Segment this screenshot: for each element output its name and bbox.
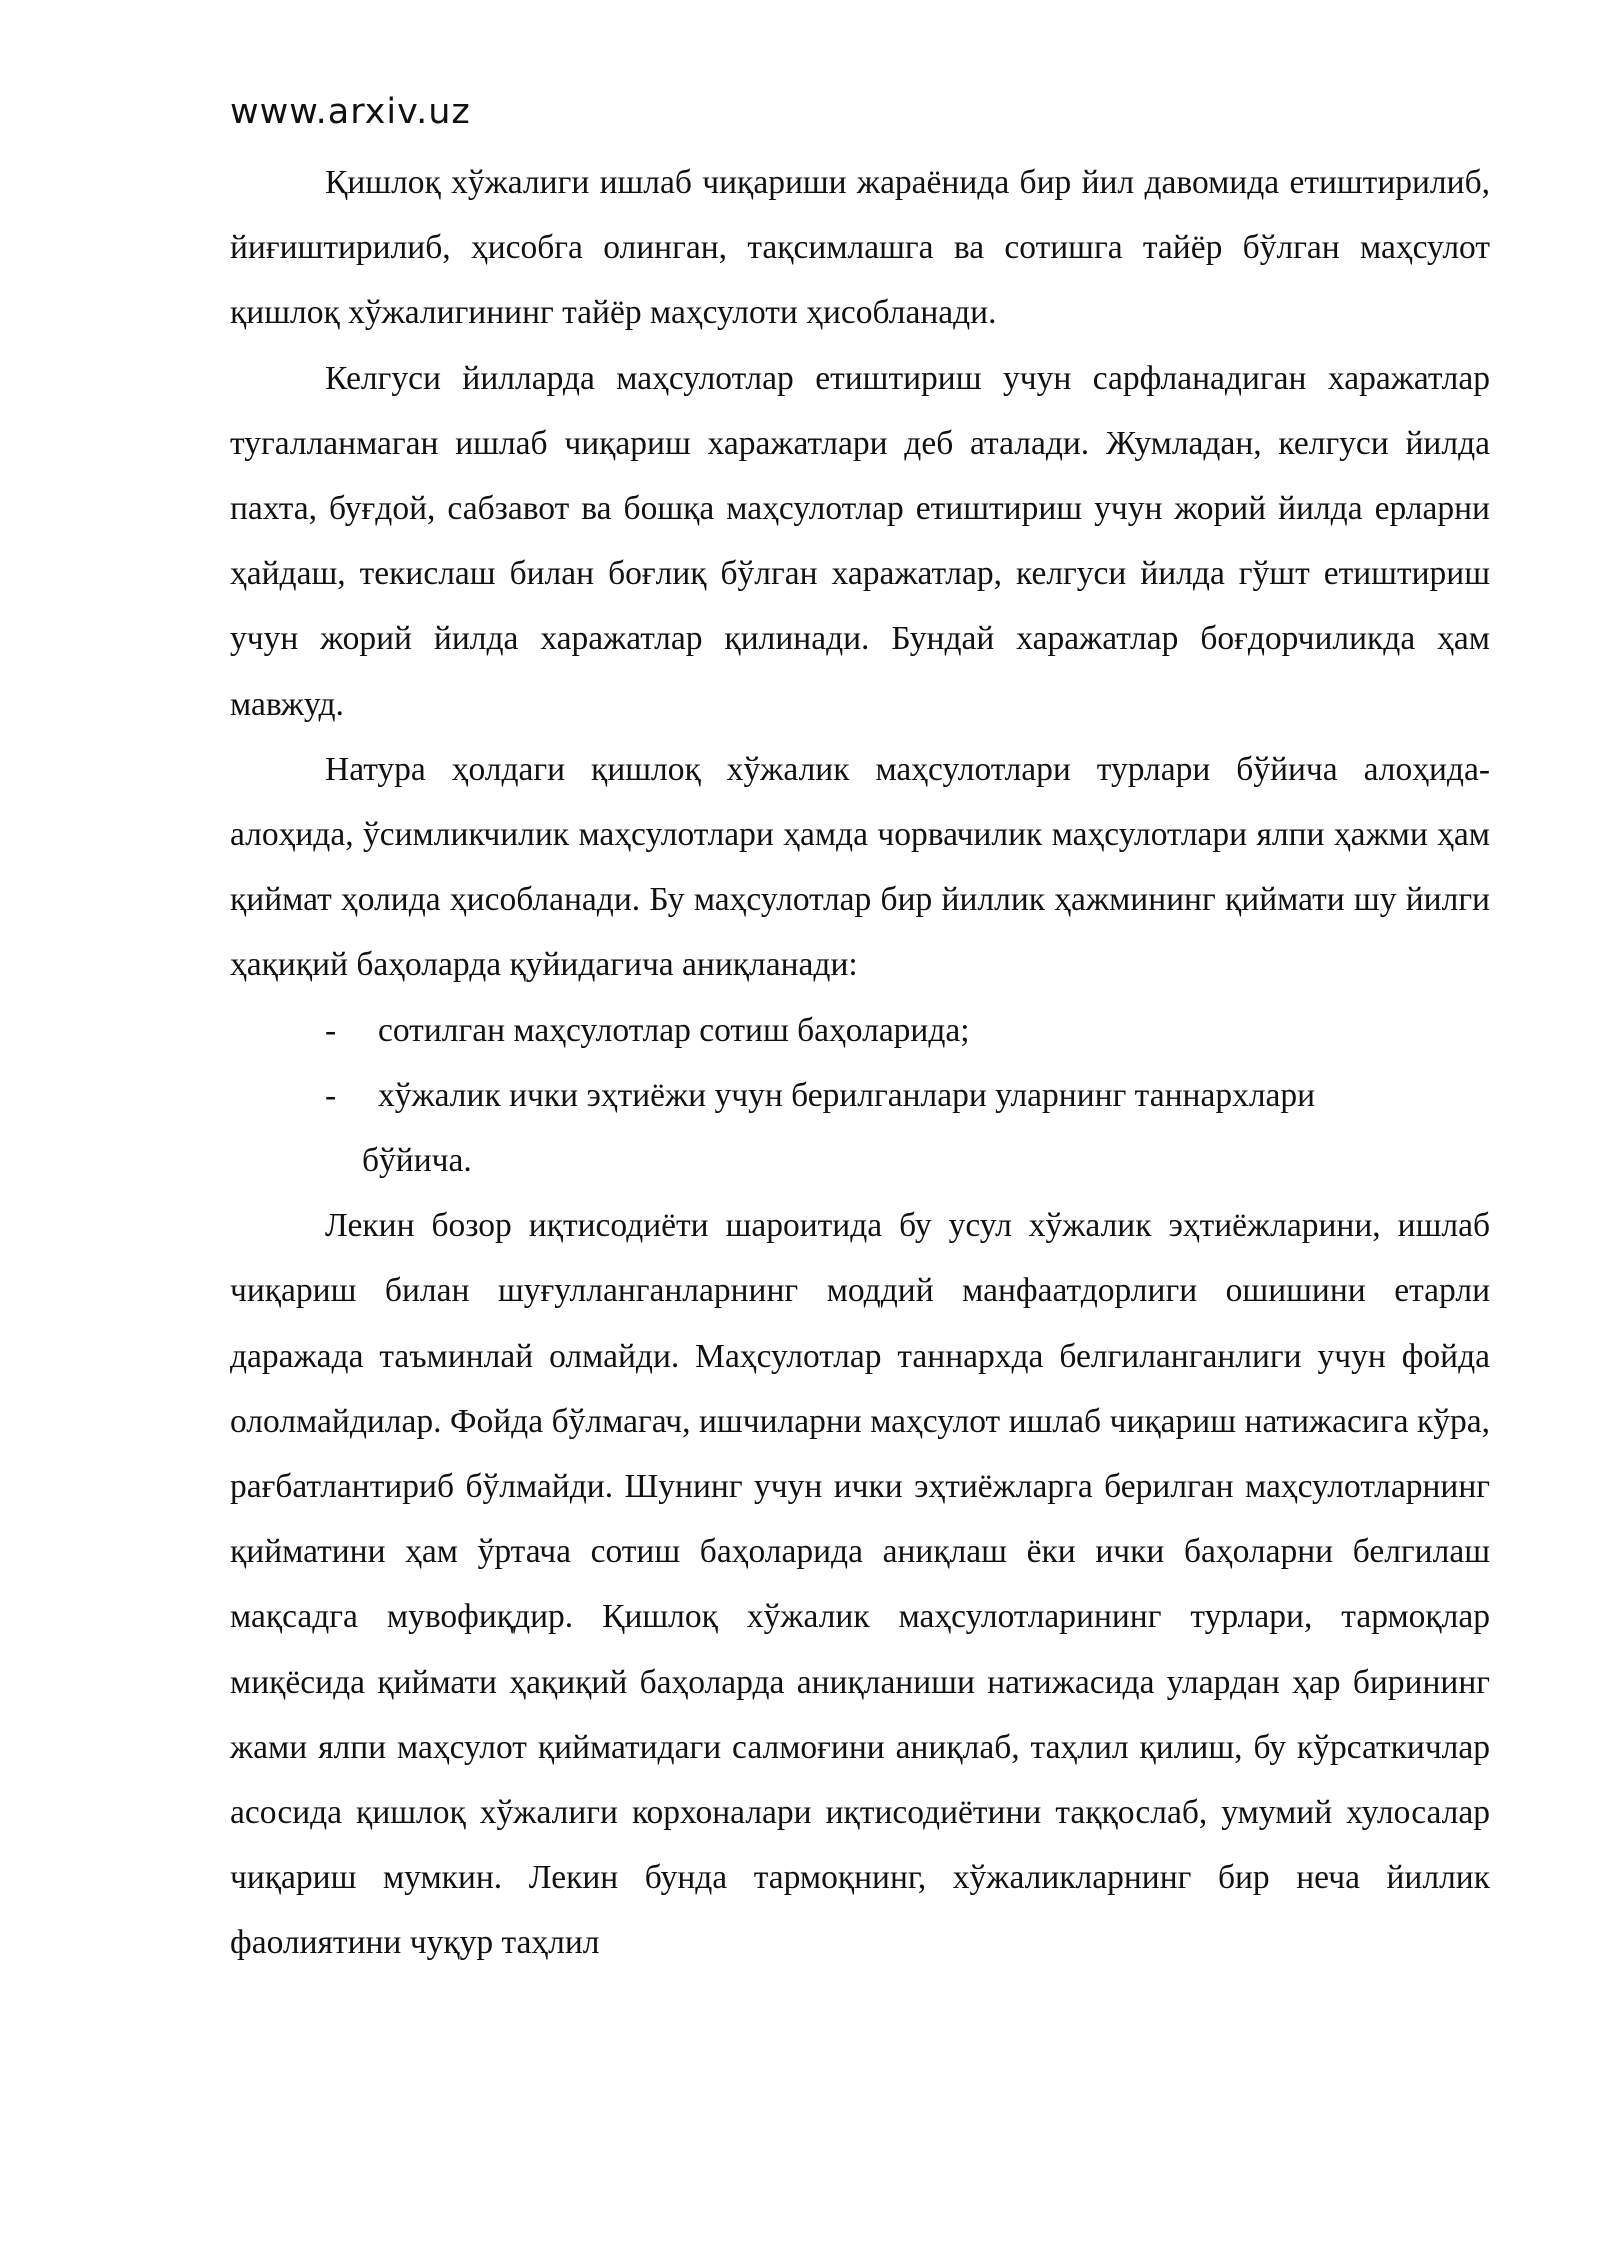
paragraph-finished-product: Қишлоқ хўжалиги ишлаб чиқариши жараёнида бир йил давомида етиштирилиб, йиғиштирилиб, ҳисобга олинган, тақсимлашга ва сотишга тайёр бўлган маҳсулот қишлоқ хўжалигининг тайёр маҳсулоти ҳисобланади. <box>230 164 1490 332</box>
site-url-header: www.arxiv.uz <box>230 92 471 132</box>
list-item <box>230 998 1490 1063</box>
bullet-dash: - <box>325 1076 337 1114</box>
bullet-text: хўжалик ички эҳтиёжи учун берилганлари уларнинг таннархлари <box>378 1076 1316 1114</box>
paragraph-unfinished-production: Келгуси йилларда маҳсулотлар етиштириш учун сарфланадиган харажатлар тугалланмаган ишлаб чиқариш харажатлари деб аталади. Жумладан, келгуси йилда пахта, буғдой, сабзавот ва бошқа маҳсулотлар етиштириш учун жорий йилда ерларни ҳайдаш, текислаш билан боғлиқ бўлган харажатлар, келгуси йилда гўшт етиштириш учун жорий йилда харажатлар қилинади. Бундай харажатлар боғдорчиликда ҳам мавжуд. <box>230 359 1490 723</box>
bullet-text: сотилган маҳсулотлар сотиш баҳоларида; <box>378 1011 970 1049</box>
bullet-list <box>230 998 1490 1194</box>
list-item <box>230 1063 1490 1193</box>
paragraph-natural-form: Натура ҳолдаги қишлоқ хўжалик маҳсулотлари турлари бўйича алоҳида-алоҳида, ўсимликчилик маҳсулотлари ҳамда чорвачилик маҳсулотлари ялпи ҳажми ҳам қиймат ҳолида ҳисобланади. Бу маҳсулотлар бир йиллик ҳажмининг қиймати шу йилги ҳақиқий баҳоларда қуйидагича аниқланади: <box>230 750 1490 984</box>
paragraph-market-economy: Лекин бозор иқтисодиёти шароитида бу усул хўжалик эҳтиёжларини, ишлаб чиқариш билан шуғулланганларнинг моддий манфаатдорлиги ошишини етарли даражада таъминлай олмайди. Маҳсулотлар таннархда белгиланганлиги учун фойда ололмайдилар. Фойда бўлмагач, ишчиларни маҳсулот ишлаб чиқариш натижасига кўра, рағбатлантириб бўлмайди. Шунинг учун ички эҳтиёжларга берилган маҳсулотларнинг қийматини ҳам ўртача сотиш баҳоларида аниқлаш ёки ички баҳоларни белгилаш мақсадга мувофиқдир. Қишлоқ хўжалик маҳсулотларининг турлари, тармоқлар миқёсида қиймати ҳақиқий баҳоларда аниқланиши натижасида улардан ҳар бирининг жами ялпи маҳсулот қийматидаги салмоғини аниқлаб, таҳлил қилиш, бу кўрсаткичлар асосида қишлоқ хўжалиги корхоналари иқтисодиётини таққослаб, умумий хулосалар чиқариш мумкин. Лекин бунда тармоқнинг, хўжаликларнинг бир неча йиллик фаолиятини чуқур таҳлил <box>230 1207 1490 1962</box>
bullet-continuation: бўйича. <box>362 1142 472 1180</box>
bullet-dash: - <box>325 1011 337 1049</box>
document-body <box>230 150 1490 1976</box>
